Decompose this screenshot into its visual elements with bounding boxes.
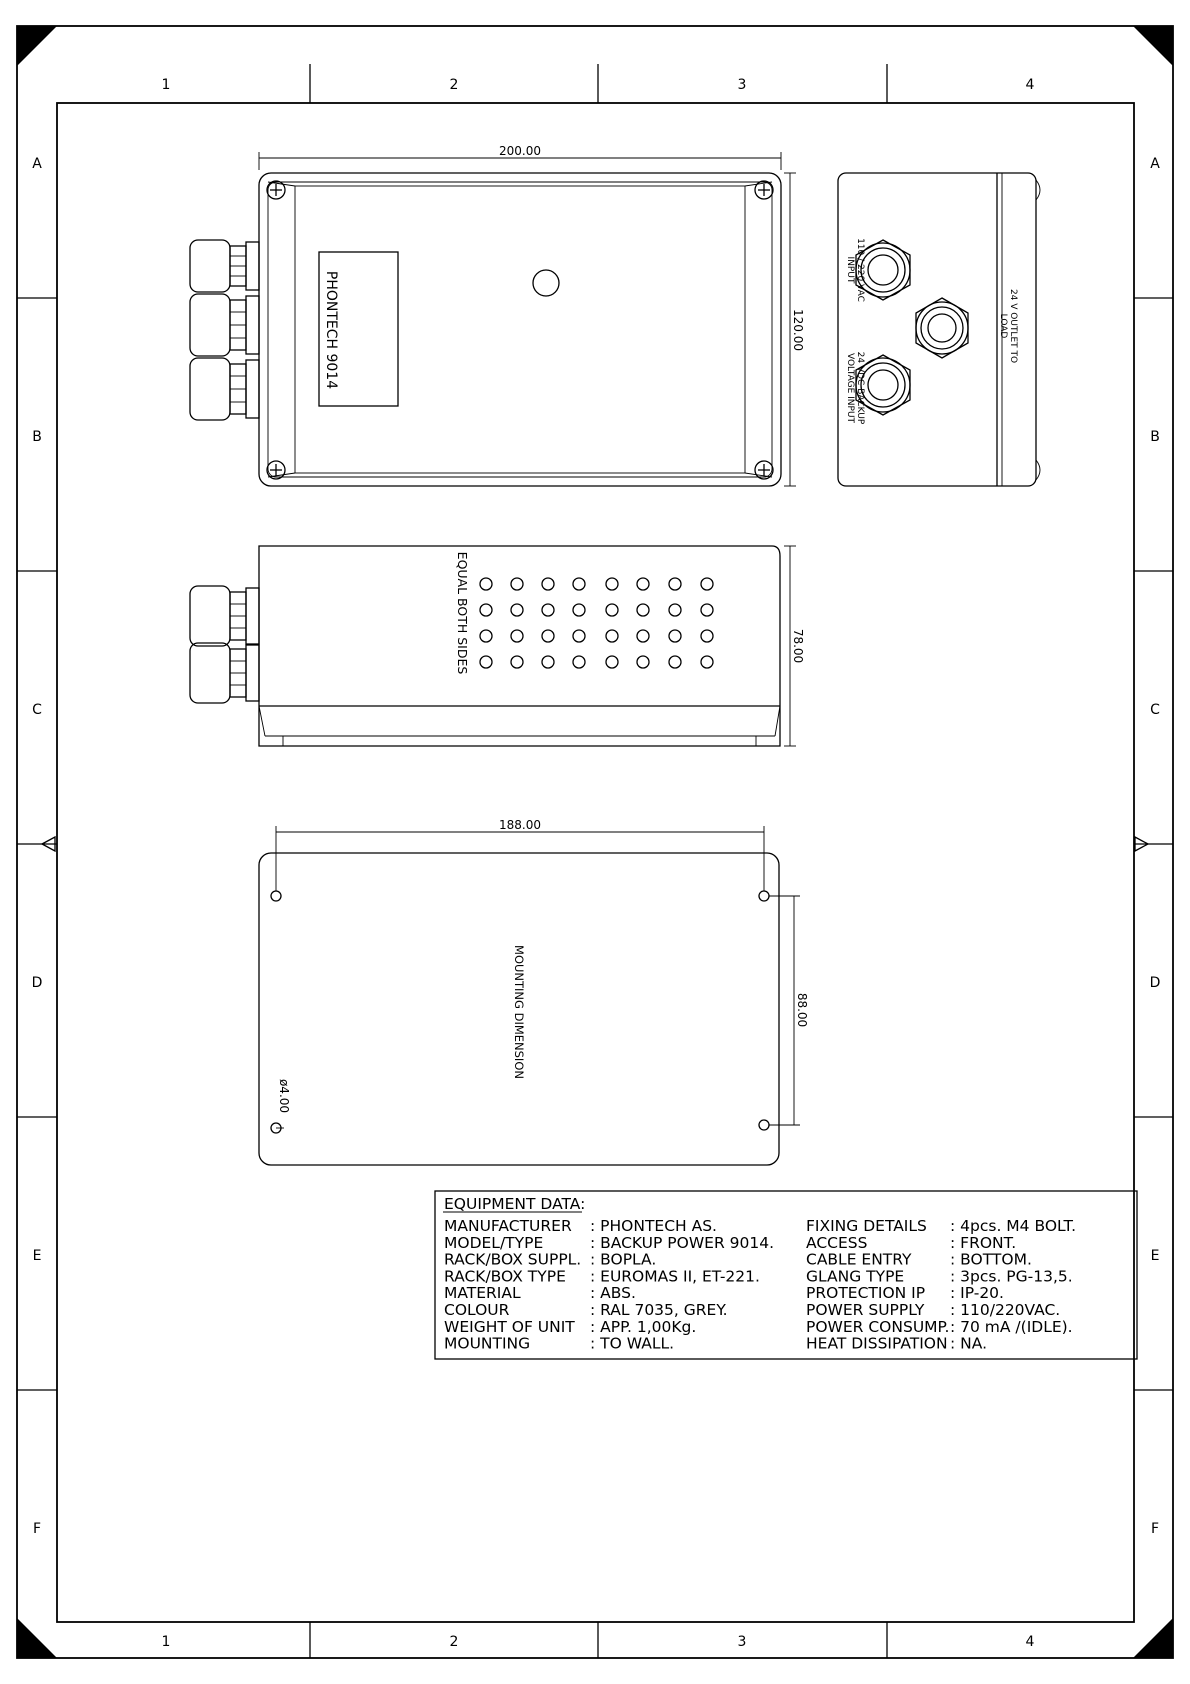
vent-hole	[669, 604, 681, 616]
col-label-bottom-4: 4	[1025, 1634, 1035, 1650]
gland-hex-icon	[916, 298, 968, 358]
vent-hole	[637, 604, 649, 616]
hole-diameter-dim: ø4.00	[277, 1078, 291, 1114]
vent-hole	[701, 630, 713, 642]
vent-hole	[511, 604, 523, 616]
vent-hole	[669, 630, 681, 642]
vent-hole	[480, 656, 492, 668]
entry-out-label-1: 24 V OUTLET TO	[1008, 288, 1018, 364]
vent-hole	[606, 604, 618, 616]
spec-value: : 4pcs. M4 BOLT.	[950, 1217, 1077, 1235]
entry-ac-label-2: INPUT	[845, 256, 855, 284]
vent-hole	[606, 656, 618, 668]
spec-key: MANUFACTURER	[444, 1217, 572, 1235]
spec-key: MATERIAL	[444, 1284, 521, 1303]
spec-value: : BOPLA.	[590, 1250, 657, 1269]
vent-hole	[637, 656, 649, 668]
vent-note: EQUAL BOTH SIDES	[455, 551, 470, 675]
spec-key: PROTECTION IP	[806, 1284, 926, 1303]
row-label-left-c: C	[32, 702, 42, 718]
vent-hole	[511, 578, 523, 590]
spec-key: MOUNTING	[444, 1334, 531, 1353]
vent-hole	[573, 656, 585, 668]
cable-gland-icon	[190, 240, 259, 292]
spec-key: POWER SUPPLY	[806, 1301, 925, 1319]
col-label-bottom-1: 1	[161, 1634, 171, 1650]
spec-value: : ABS.	[590, 1284, 636, 1303]
screw-icon	[755, 181, 773, 199]
cable-gland-icon	[190, 294, 259, 356]
spec-key: CABLE ENTRY	[806, 1250, 912, 1269]
vent-hole	[542, 630, 554, 642]
entry-ac-label-1: 110 / 220 VAC	[855, 238, 865, 302]
spec-value: : BACKUP POWER 9014.	[590, 1233, 775, 1252]
cable-gland-icon	[190, 586, 259, 646]
vent-hole	[573, 578, 585, 590]
screw-icon	[755, 461, 773, 479]
row-label-right-b: B	[1150, 429, 1160, 445]
spec-value: : 3pcs. PG-13,5.	[950, 1267, 1073, 1286]
spec-value: : BOTTOM.	[950, 1250, 1032, 1269]
spec-value: : EUROMAS II, ET-221.	[590, 1267, 760, 1286]
front-panel-label: PHONTECH 9014	[323, 270, 339, 390]
col-label-top-3: 3	[737, 77, 747, 93]
spec-value: : 70 mA /(IDLE).	[950, 1317, 1073, 1336]
row-label-left-b: B	[32, 429, 42, 445]
entry-dc-label-1: 24 VDC BACKUP	[855, 351, 865, 425]
row-label-right-a: A	[1150, 156, 1160, 172]
spec-key: RACK/BOX SUPPL.	[444, 1250, 582, 1269]
vent-hole	[606, 630, 618, 642]
row-label-left-d: D	[31, 975, 43, 991]
row-label-right-f: F	[1150, 1521, 1160, 1537]
vent-hole	[573, 604, 585, 616]
entry-dc-label-2: VOLTAGE INPUT	[845, 352, 855, 424]
spec-key: ACCESS	[806, 1233, 868, 1252]
row-label-left-a: A	[32, 156, 42, 172]
vent-hole	[573, 630, 585, 642]
col-label-bottom-3: 3	[737, 1634, 747, 1650]
spec-key: COLOUR	[444, 1301, 510, 1319]
spec-value: : FRONT.	[950, 1233, 1017, 1252]
spec-value: : 110/220VAC.	[950, 1301, 1061, 1319]
entry-out-label-2: LOAD	[998, 313, 1008, 339]
spec-key: POWER CONSUMP.	[806, 1317, 950, 1336]
vent-hole	[669, 656, 681, 668]
screw-icon	[267, 181, 285, 199]
equipment-rows	[444, 1217, 1076, 1353]
front-height-dim: 120.00	[791, 309, 805, 351]
spec-key: HEAT DISSIPATION	[806, 1334, 948, 1353]
mounting-view	[259, 826, 800, 1165]
row-label-right-e: E	[1150, 1248, 1160, 1264]
vent-hole	[480, 630, 492, 642]
front-width-dim: 200.00	[499, 144, 541, 158]
vent-hole	[701, 578, 713, 590]
equipment-heading: EQUIPMENT DATA:	[444, 1195, 586, 1213]
row-label-right-c: C	[1150, 702, 1160, 718]
col-label-top-1: 1	[161, 77, 171, 93]
vent-holes	[480, 578, 713, 668]
vent-hole	[606, 578, 618, 590]
vent-hole	[480, 578, 492, 590]
mount-width-dim: 188.00	[499, 818, 541, 832]
vent-hole	[511, 630, 523, 642]
row-label-right-d: D	[1149, 975, 1161, 991]
vent-hole	[701, 656, 713, 668]
row-label-left-f: F	[32, 1521, 42, 1537]
spec-value: : TO WALL.	[590, 1334, 675, 1353]
col-label-top-4: 4	[1025, 77, 1035, 93]
vent-hole	[669, 578, 681, 590]
spec-key: GLANG TYPE	[806, 1267, 905, 1286]
vent-hole	[637, 578, 649, 590]
spec-value: : NA.	[950, 1334, 988, 1353]
spec-key: FIXING DETAILS	[806, 1217, 927, 1235]
vent-hole	[637, 630, 649, 642]
screw-icon	[267, 461, 285, 479]
spec-key: RACK/BOX TYPE	[444, 1267, 566, 1286]
cable-gland-icon	[190, 643, 259, 703]
mounting-label: MOUNTING DIMENSION	[512, 945, 526, 1079]
vent-hole	[542, 656, 554, 668]
row-label-left-e: E	[32, 1248, 42, 1264]
vent-hole	[701, 604, 713, 616]
spec-value: : PHONTECH AS.	[590, 1217, 717, 1235]
side-view	[190, 546, 796, 746]
vent-hole	[542, 604, 554, 616]
vent-hole	[542, 578, 554, 590]
side-height-dim: 78.00	[791, 628, 805, 664]
col-label-top-2: 2	[449, 77, 459, 93]
col-label-bottom-2: 2	[449, 1634, 459, 1650]
vent-hole	[511, 656, 523, 668]
spec-value: : IP-20.	[950, 1284, 1004, 1303]
spec-key: MODEL/TYPE	[444, 1233, 544, 1252]
spec-value: : APP. 1,00Kg.	[590, 1317, 697, 1336]
spec-key: WEIGHT OF UNIT	[444, 1317, 575, 1336]
vent-hole	[480, 604, 492, 616]
spec-value: : RAL 7035, GREY.	[590, 1301, 728, 1319]
front-view	[190, 152, 796, 486]
mount-height-dim: 88.00	[795, 992, 809, 1028]
cable-gland-icon	[190, 358, 259, 420]
